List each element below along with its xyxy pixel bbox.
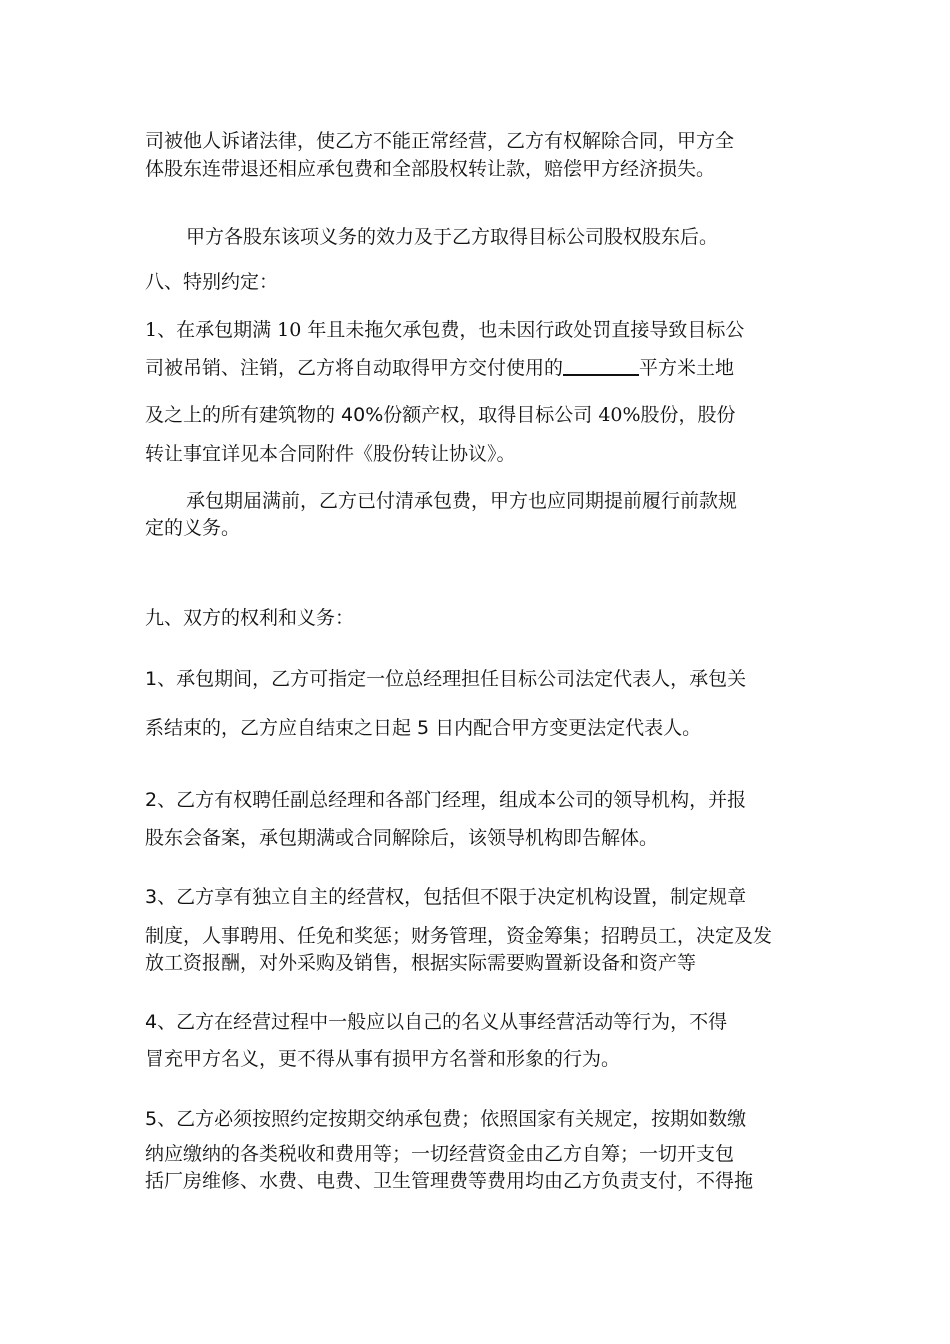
clause-8-1-line: 转让事宜详见本合同附件《股份转让协议》。 [145,443,516,465]
item-5-line: 纳应缴纳的各类税收和费用等；一切经营资金由乙方自筹；一切开支包 [145,1143,735,1165]
paragraph-line: 体股东连带退还相应承包费和全部股权转让款，赔偿甲方经济损失。 [145,158,716,180]
text-segment: 、乙方在经营过程中一般应以自己的名义从事经营活动等行为，不得 [157,1011,728,1033]
text-segment: 、乙方享有独立自主的经营权，包括但不限于决定机构设置，制定规章 [157,886,747,908]
item-5-line [145,1106,815,1132]
text-segment: 及之上的所有建筑物的 [145,404,342,426]
item-number: 4 [145,1011,158,1033]
paragraph-line: 司被他人诉诸法律，使乙方不能正常经营，乙方有权解除合同，甲方全 [145,130,735,152]
clause-8-1-line [145,402,815,428]
day-count: 5 [417,717,430,739]
text-segment: 司被吊销、注销，乙方将自动取得甲方交付使用的 [145,357,564,379]
text-segment: 平方米土地 [639,357,735,379]
item-3-line: 放工资报酬，对外采购及销售，根据实际需要购置新设备和资产等 [145,952,697,974]
section-heading-8: 八、特别约定： [145,271,279,293]
item-4-line: 冒充甲方名义，更不得从事有损甲方名誉和形象的行为。 [145,1048,621,1070]
text-segment: 、乙方必须按照约定按期交纳承包费；依照国家有关规定，按期如数缴 [157,1108,747,1130]
paragraph-line: 甲方各股东该项义务的效力及于乙方取得目标公司股权股东后。 [186,226,719,248]
text-segment: 日内配合甲方变更法定代表人。 [429,717,702,739]
clause-8-1-line: 1、在承包期满 10 年且未拖欠承包费，也未因行政处罚直接导致目标公 [145,319,745,341]
item-number: 1 [145,668,158,690]
fill-in-blank[interactable] [563,354,639,376]
item-1-line [145,715,815,741]
clause-8-1-line [145,354,815,381]
item-5-line: 括厂房维修、水费、电费、卫生管理费等费用均由乙方负责支付，不得拖 [145,1170,754,1192]
item-3-line: 制度，人事聘用、任免和奖惩；财务管理，资金筹集；招聘员工，决定及发 [145,925,773,947]
item-1-line [145,666,815,692]
item-number: 2 [145,789,158,811]
item-2-line [145,787,815,813]
text-segment: 份额产权，取得目标公司 40%股份，股份 [383,404,736,426]
text-segment: 系结束的，乙方应自结束之日起 [145,717,418,739]
section-heading-9: 九、双方的权利和义务： [145,607,355,629]
item-number: 5 [145,1108,158,1130]
item-2-line: 股东会备案，承包期满或合同解除后，该领导机构即告解体。 [145,827,659,849]
text-segment: 、乙方有权聘任副总经理和各部门经理，组成本公司的领导机构，并报 [157,789,747,811]
text-segment: 、承包期间，乙方可指定一位总经理担任目标公司法定代表人，承包关 [157,668,747,690]
item-number: 3 [145,886,158,908]
paragraph-line: 承包期届满前，乙方已付清承包费，甲方也应同期提前履行前款规 [186,490,738,512]
item-4-line [145,1009,815,1035]
percent-value: 40% [341,404,384,426]
item-3-line [145,884,815,910]
paragraph-line: 定的义务。 [145,517,241,539]
